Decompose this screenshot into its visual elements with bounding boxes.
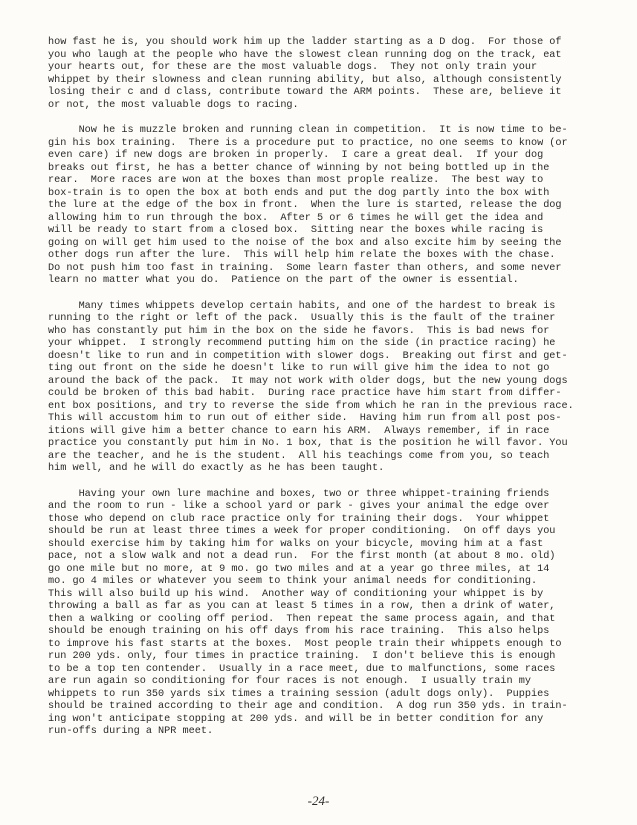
text-line: pace, not a slow walk and not a dead run. For the first month (at about 8 mo. old) — [48, 551, 556, 562]
text-line: you who laugh at the people who have the slowest clean running dog on the track, eat — [48, 49, 562, 61]
text-line: This will accustom him to run out of either side. Having him run from all post pos- — [48, 413, 562, 424]
text-line: will be ready to start from a closed box. Sitting near the boxes while racing is — [48, 225, 544, 236]
text-line: should exercise him by taking him for walks on your bicycle, moving him at a fast — [48, 538, 544, 550]
paragraph — [48, 37, 620, 112]
text-line: the lure at the edge of the box in front. When the lure is started, release the dog — [48, 200, 562, 211]
text-line: allowing him to run through the box. After 5 or 6 times he will get the idea and — [48, 212, 544, 224]
text-line: should be run at least three times a week for proper conditioning. On off days you — [48, 526, 556, 537]
text-line: ent box positions, and try to reverse the side from which he ran in the previous race. — [48, 400, 574, 412]
text-line: could be broken of this bad habit. During race practice have him start from differ- — [48, 388, 562, 399]
text-line: run 200 yds. only, four times in practice training. I don't believe this is enough — [48, 651, 556, 662]
text-line: itions will give him a better chance to earn his ARM. Always remember, if in race — [48, 425, 550, 437]
text-line: and the room to run - like a school yard or park - gives your animal the edge over — [48, 501, 550, 512]
text-line: Having your own lure machine and boxes, two or three whippet-training friends — [48, 488, 550, 500]
text-line: who has constantly put him in the box on the side he favors. This is bad news for — [48, 325, 550, 337]
text-line: going on will get him used to the noise of the box and also excite him by seeing the — [48, 237, 562, 249]
text-line: ing won't anticipate stopping at 200 yds. and will be in better condition for any — [48, 713, 544, 725]
text-line: practice you constantly put him in No. 1 box, that is the position he will favor. You — [48, 438, 568, 449]
document-body — [48, 37, 620, 752]
text-line: your hearts out, for these are the most valuable dogs. They not only train your — [48, 62, 538, 73]
text-line: to improve his fast starts at the boxes. Most people train their whippets enough to — [48, 638, 562, 650]
text-line: then a walking or cooling off period. Then repeat the same process again, and that — [48, 613, 556, 625]
text-line: Many times whippets develop certain habits, and one of the hardest to break is — [48, 300, 556, 312]
text-line: learn no matter what you do. Patience on the part of the owner is essential. — [48, 275, 519, 286]
text-line: those who depend on club race practice only for training their dogs. Your whippet — [48, 513, 550, 525]
text-line: mo. go 4 miles or whatever you seem to think your animal needs for conditioning. — [48, 576, 538, 587]
text-line: Now he is muzzle broken and running clean in competition. It is now time to be- — [48, 125, 568, 136]
text-line: Do not push him too fast in training. Some learn faster than others, and some never — [48, 262, 562, 274]
text-line: how fast he is, you should work him up the ladder starting as a D dog. For those of — [48, 37, 562, 48]
text-line: to be a top ten contender. Usually in a race meet, due to malfunctions, some races — [48, 663, 556, 675]
text-line: throwing a ball as far as you can at least 5 times in a row, then a drink of water, — [48, 601, 556, 612]
text-line: This will also build up his wind. Another way of conditioning your whippet is by — [48, 588, 544, 600]
text-line: whippets to run 350 yards six times a training session (adult dogs only). Puppies — [48, 688, 550, 700]
text-line: him well, and he will do exactly as he has been taught. — [48, 463, 385, 474]
paragraph — [48, 489, 620, 739]
text-line: go one mile but no more, at 9 mo. go two miles and at a year go three miles, at 14 — [48, 563, 550, 575]
text-line: breaks out first, he has a better chance of winning by not being bottled up in the — [48, 162, 550, 174]
text-line: running to the right or left of the pack. Usually this is the fault of the trainer — [48, 313, 556, 324]
text-line: even care) if new dogs are broken in properly. I care a great deal. If your dog — [48, 150, 544, 161]
text-line: other dogs run after the lure. This will help him relate the boxes with the chase. — [48, 250, 556, 261]
text-line: should be trained according to their age and condition. A dog run 350 yds. in train- — [48, 701, 568, 712]
text-line: should be enough training on his off days from his race training. This also helps — [48, 626, 550, 637]
text-line: whippet by their slowness and clean running ability, but also, although consistently — [48, 74, 562, 86]
text-line: gin his box training. There is a procedure put to practice, no one seems to know (or — [48, 137, 568, 149]
text-line: are run again so conditioning for four races is not enough. I usually train my — [48, 676, 531, 687]
text-line: or not, the most valuable dogs to racing. — [48, 99, 299, 111]
paragraph — [48, 301, 620, 476]
text-line: ting out front on the side he doesn't like to run will give him the idea to not go — [48, 363, 550, 374]
page-number: -24- — [307, 793, 330, 808]
text-line: are the teacher, and he is the student. All his teachings come from you, so teach — [48, 450, 550, 462]
text-line: box-train is to open the box at both ends and put the dog partly into the box with — [48, 187, 550, 199]
text-line: doesn't like to run and in competition with slower dogs. Breaking out first and get- — [48, 350, 568, 362]
paragraph — [48, 125, 620, 288]
text-line: losing their c and d class, contribute toward the ARM points. These are, believe it — [48, 87, 562, 98]
text-line: your whippet. I strongly recommend putting him on the side (in practice racing) he — [48, 338, 556, 349]
text-line: run-offs during a NPR meet. — [48, 726, 214, 737]
text-line: around the back of the pack. It may not work with older dogs, but the new young dogs — [48, 375, 568, 387]
text-line: rear. More races are won at the boxes than most prople realize. The best way to — [48, 175, 544, 186]
